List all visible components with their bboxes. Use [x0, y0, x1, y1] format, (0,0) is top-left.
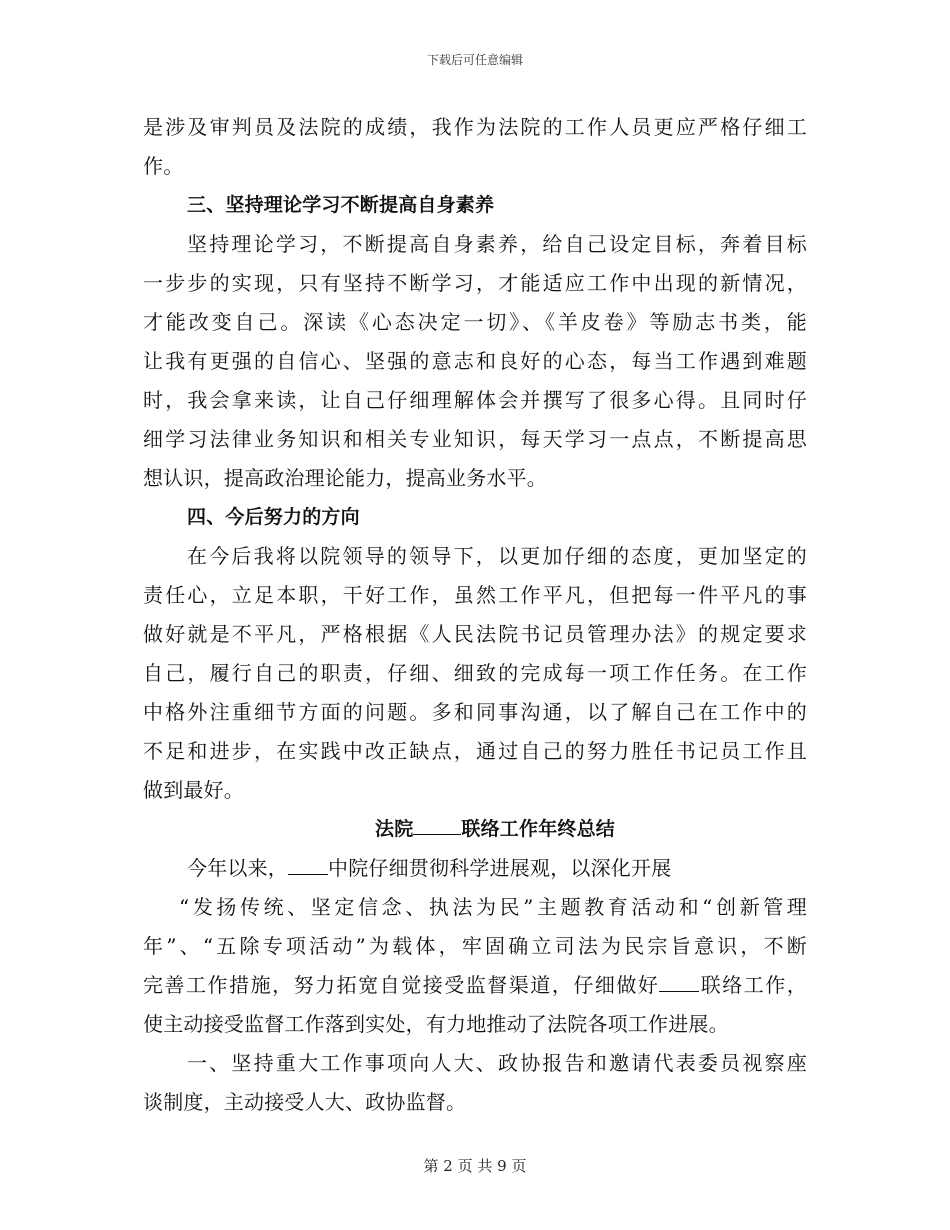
title-part-2: 联络工作年终总结: [461, 818, 616, 840]
fill-blank: [288, 852, 328, 875]
text-segment: 中院仔细贯彻科学进展观，以深化开展: [328, 856, 672, 880]
paragraph-line: [143, 966, 807, 1005]
paragraph-line: 让我有更强的自信心、坚强的意志和良好的心态，每当工作遇到难题: [143, 349, 807, 373]
paragraph-line: 谈制度，主动接受人大、政协监督。: [143, 1090, 467, 1114]
text-segment: 完善工作措施，努力拓宽自觉接受监督渠道，仔细做好: [143, 973, 660, 997]
paragraph-line: 坚持理论学习，不断提高自身素养，给自己设定目标，奔着目标: [187, 232, 807, 256]
paragraph-line: 年”、“五除专项活动”为载体，牢固确立司法为民宗旨意识，不断: [143, 934, 807, 958]
paragraph-line: 不足和进步，在实践中改正缺点，通过自己的努力胜任书记员工作且: [143, 739, 807, 763]
paragraph-line: [143, 849, 807, 888]
paragraph-line: 使主动接受监督工作落到实处，有力地推动了法院各项工作进展。: [143, 1012, 729, 1036]
paragraph-line: “发扬传统、坚定信念、执法为民”主题教育活动和“创新管理: [179, 895, 807, 919]
document-title: [143, 810, 807, 849]
fill-blank: [659, 969, 699, 992]
paragraph-line: 一步步的实现，只有坚持不断学习，才能适应工作中出现的新情况，: [143, 271, 807, 295]
paragraph-line: 责任心，立足本职，干好工作，虽然工作平凡，但把每一件平凡的事: [143, 583, 807, 607]
paragraph-line: 自己，履行自己的职责，仔细、细致的完成每一项工作任务。在工作: [143, 661, 807, 685]
document-body: [143, 108, 807, 1122]
paragraph-line: 在今后我将以院领导的领导下，以更加仔细的态度，更加坚定的: [187, 544, 807, 568]
paragraph-line: 才能改变自己。深读《心态决定一切》、《羊皮卷》等励志书类，能: [143, 310, 807, 334]
paragraph-line: 是涉及审判员及法院的成绩，我作为法院的工作人员更应严格仔细工: [143, 115, 807, 139]
title-part-1: 法院: [375, 818, 414, 840]
paragraph-line: 时，我会拿来读，让自己仔细理解体会并撰写了很多心得。且同时仔: [143, 388, 807, 412]
text-segment: 联络工作，: [699, 973, 807, 997]
paragraph-line: 做到最好。: [143, 778, 244, 802]
paragraph-line: 想认识，提高政治理论能力，提高业务水平。: [143, 466, 547, 490]
page-header-note: 下载后可任意编辑: [426, 53, 523, 67]
paragraph-line: 一、坚持重大工作事项向人大、政协报告和邀请代表委员视察座: [187, 1051, 807, 1075]
section-heading-3: 三、坚持理论学习不断提高自身素养: [187, 194, 495, 216]
page-number: 第 2 页 共 9 页: [423, 1157, 527, 1175]
paragraph-line: 中格外注重细节方面的问题。多和同事沟通，以了解自己在工作中的: [143, 700, 807, 724]
fill-blank: [413, 812, 461, 835]
text-segment: 今年以来，: [187, 856, 288, 880]
paragraph-line: 细学习法律业务知识和相关专业知识，每天学习一点点，不断提高思: [143, 427, 807, 451]
paragraph-line: 作。: [143, 154, 184, 178]
paragraph-line: 做好就是不平凡，严格根据《人民法院书记员管理办法》的规定要求: [143, 622, 807, 646]
section-heading-4: 四、今后努力的方向: [187, 506, 360, 528]
